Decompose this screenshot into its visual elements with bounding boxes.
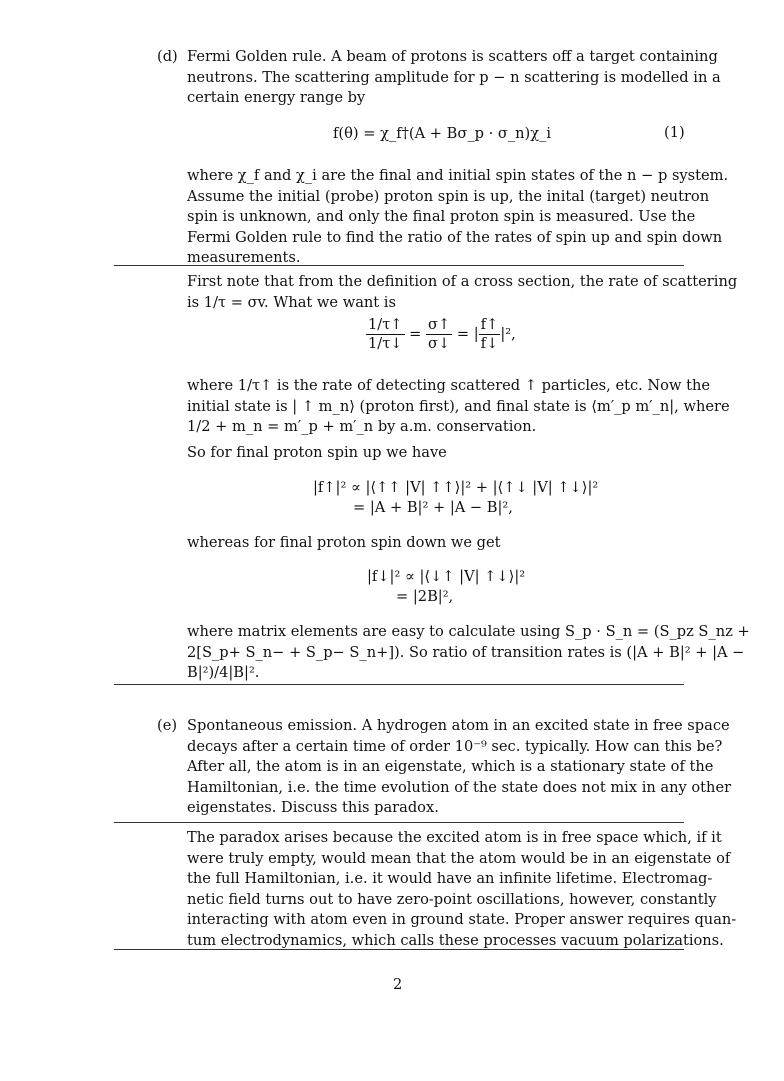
part-d-question: [187, 47, 721, 109]
text-line: 2[S_p+ S_n− + S_p− S_n+]). So ratio of transition rates is (|A + B|² + |A −: [187, 643, 745, 661]
ratio-equation: $\frac{1/\tau↑}{1/\tau↓}$ = $\frac{\sigma↑}{\sigma↓}$ = | $\frac{f↑}{f↓}$ |²,: [368, 316, 516, 352]
part-d-label: (d): [157, 48, 178, 65]
fraction-denominator: σ↓: [428, 335, 451, 352]
text-line: Spontaneous emission. A hydrogen atom in an excited state in free space: [187, 717, 730, 734]
part-d-answer-line: [187, 443, 684, 464]
text-line: initial state is | ↑ m_n⟩ (proton first), and final state is ⟨m′_p m′_n|, where: [187, 397, 730, 415]
part-d-answer-intro: [187, 272, 738, 313]
part-e-label: (e): [157, 717, 178, 734]
text-line: netic field turns out to have zero-point oscillations, however, constantly: [187, 890, 717, 908]
text-line: Hamiltonian, i.e. the time evolution of the state does not mix in any other: [187, 778, 732, 796]
fraction-denominator: 1/τ↓: [368, 335, 403, 352]
text-line: were truly empty, would mean that the atom would be in an eigenstate of: [187, 849, 731, 867]
text-line: where χ_f and χ_i are the final and initial spin states of the n − p system.: [187, 167, 729, 184]
spin-up-equation-line-1: |f↑|² ∝ |⟨↑↑ |V| ↑↑⟩|² + |⟨↑↓ |V| ↑↓⟩|²: [313, 479, 599, 496]
text-line: decays after a certain time of order 10⁻⁹ sec. typically. How can this be?: [187, 737, 723, 755]
part-e-answer: [187, 828, 737, 951]
spin-down-equation-line-1: |f↓|² ∝ |⟨↓↑ |V| ↑↓⟩|²: [367, 568, 526, 585]
text-line: So for final proton spin up we have: [187, 444, 447, 461]
text-line: B|²)/4|B|².: [187, 664, 260, 681]
equation-1: f(θ) = χ_f†(A + Bσ_p · σ_n)χ_i: [333, 125, 552, 142]
fraction-numerator: f↑: [480, 316, 499, 333]
text-line: After all, the atom is in an eigenstate, which is a stationary state of the: [187, 758, 714, 775]
text-line: First note that from the definition of a cross section, the rate of scattering: [187, 273, 738, 290]
part-d-answer-line: [187, 533, 684, 554]
text-line: Fermi Golden rule. A beam of protons is scatters off a target containing: [187, 48, 718, 65]
text-line: whereas for final proton spin down we get: [187, 534, 501, 551]
text-line: 1/2 + m_n = m′_p + m′_n by a.m. conservation.: [187, 418, 537, 435]
text-line: Assume the initial (probe) proton spin is up, the inital (target) neutron: [187, 187, 710, 205]
page-number: 2: [393, 976, 403, 993]
text-line: neutrons. The scattering amplitude for p − n scattering is modelled in a: [187, 68, 721, 86]
text-line: the full Hamiltonian, i.e. it would have an infinite lifetime. Electromag-: [187, 870, 713, 887]
fraction-denominator: f↓: [480, 335, 499, 352]
spin-up-equation-line-2: = |A + B|² + |A − B|²,: [353, 499, 513, 516]
text-line: tum electrodynamics, which calls these processes vacuum polarizations.: [187, 931, 724, 949]
divider: [114, 684, 684, 685]
divider: [114, 949, 684, 950]
text-line: Fermi Golden rule to find the ratio of the rates of spin up and spin down: [187, 228, 723, 246]
divider: [114, 822, 684, 823]
equation-number: (1): [664, 124, 685, 141]
text-line: interacting with atom even in ground state. Proper answer requires quan-: [187, 911, 737, 928]
part-d-answer-body: [187, 376, 730, 438]
text-line: is 1/τ = σv. What we want is: [187, 293, 396, 311]
divider: [114, 265, 684, 266]
part-d-answer-conclusion: [187, 622, 750, 684]
equation-suffix: |²,: [500, 325, 516, 343]
text-line: spin is unknown, and only the final proton spin is measured. Use the: [187, 208, 696, 225]
text-line: where matrix elements are easy to calculate using S_p · S_n = (S_pz S_nz +: [187, 623, 750, 640]
text-line: certain energy range by: [187, 89, 366, 106]
spin-down-equation-line-2: = |2B|²,: [396, 588, 454, 605]
text-line: The paradox arises because the excited atom is in free space which, if it: [187, 829, 722, 846]
text-line: measurements.: [187, 249, 301, 266]
part-d-question-cont: [187, 166, 729, 269]
text-line: eigenstates. Discuss this paradox.: [187, 799, 439, 816]
fraction-numerator: σ↑: [428, 316, 451, 333]
fraction-numerator: 1/τ↑: [368, 316, 403, 333]
text-line: where 1/τ↑ is the rate of detecting scattered ↑ particles, etc. Now the: [187, 377, 710, 394]
part-e-question: [187, 716, 732, 819]
